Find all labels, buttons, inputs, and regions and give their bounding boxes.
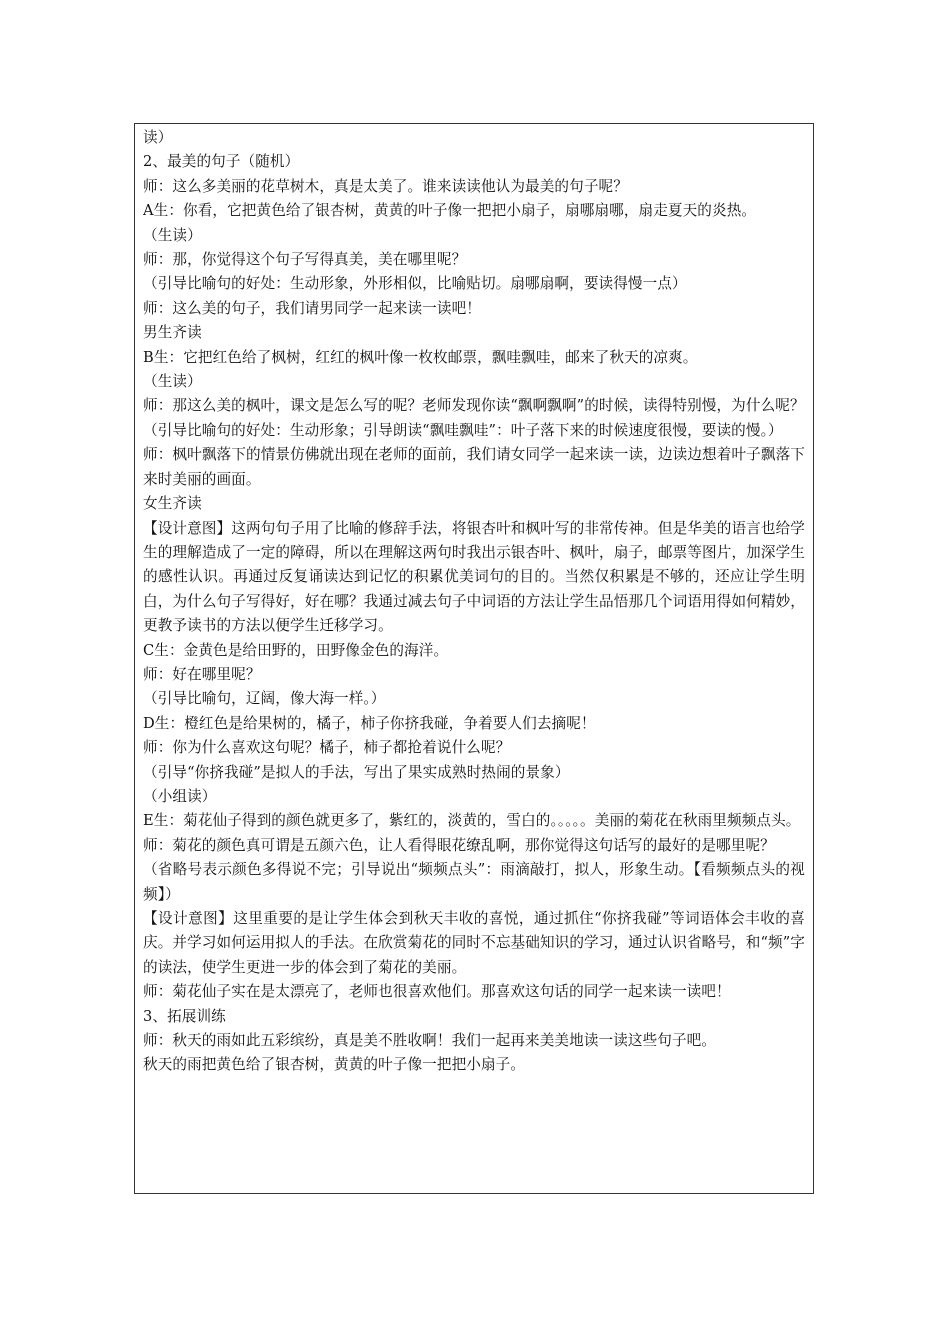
text-line: A生：你看，它把黄色给了银杏树，黄黄的叶子像一把把小扇子，扇哪扇哪，扇走夏天的炎热。 [143, 202, 757, 220]
text-paragraph: （省略号表示颜色多得说不完；引导说出“频频点头”：雨滴敲打，拟人，形象生动。【看频频点头的视频】） [143, 861, 805, 903]
text-line: 师：这么多美丽的花草树木，真是太美了。谁来读读他认为最美的句子呢？ [143, 177, 628, 195]
text-line: （生读） [143, 373, 202, 391]
design-intent-paragraph: 【设计意图】这两句句子用了比喻的修辞手法，将银杏叶和枫叶写的非常传神。但是华美的语言也给学生的理解造成了一定的障碍，所以在理解这两句时我出示银杏叶、枫叶，扇子，邮票等图片，加深学生的感性认识。再通过反复诵读达到记忆的积累优美词句的目的。当然仅积累是不够的，还应让学生明白，为什么句子写得好，好在哪？我通过减去句子中词语的方法让学生品悟那几个词语用得如何精妙，更教予读书的方法以便学生迁移学习。 [143, 519, 805, 635]
lesson-plan-table-cell [134, 123, 814, 1194]
text-paragraph: 师：菊花的颜色真可谓是五颜六色，让人看得眼花缭乱啊，那你觉得这句话写的最好的是哪里呢？ [143, 836, 775, 854]
text-paragraph: （引导比喻句的好处：生动形象；引导朗读“飘哇飘哇”：叶子落下来的时候速度很慢，要读的慢。） [143, 421, 783, 439]
text-paragraph: E生：菊花仙子得到的颜色就更多了，紫红的，淡黄的，雪白的。。。。。美丽的菊花在秋雨里频频点头。 [143, 812, 801, 830]
text-line: C生：金黄色是给田野的，田野像金色的海洋。 [143, 641, 449, 659]
text-line: （引导“你挤我碰”是拟人的手法，写出了果实成熟时热闹的景象） [143, 763, 570, 781]
text-line: B生：它把红色给了枫树，红红的枫叶像一枚枚邮票，飘哇飘哇，邮来了秋天的凉爽。 [143, 348, 698, 366]
design-intent-paragraph: 【设计意图】这里重要的是让学生体会到秋天丰收的喜悦，通过抓住“你挤我碰”等词语体会丰收的喜庆。并学习如何运用拟人的手法。在欣赏菊花的同时不忘基础知识的学习，通过认识省略号，和“频”字的读法，使学生更进一步的体会到了菊花的美丽。 [143, 910, 805, 976]
text-line: 师：这么美的句子，我们请男同学一起来读一读吧！ [143, 299, 481, 317]
text-line: 师：那，你觉得这个句子写得真美，美在哪里呢？ [143, 251, 467, 269]
text-line: 师：秋天的雨如此五彩缤纷，真是美不胜收啊！我们一起再来美美地读一读这些句子吧。 [143, 1032, 717, 1050]
section-heading: 3、拓展训练 [143, 1007, 226, 1025]
text-line: 师：你为什么喜欢这句呢？橘子，柿子都抢着说什么呢？ [143, 739, 511, 757]
text-line: 女生齐读 [143, 495, 202, 513]
text-line: （引导比喻句，辽阔，像大海一样。） [143, 690, 386, 708]
text-line: 师：菊花仙子实在是太漂亮了，老师也很喜欢他们。那喜欢这句话的同学一起来读一读吧！ [143, 983, 731, 1001]
text-line: （小组读） [143, 787, 217, 805]
text-line: 师：好在哪里呢？ [143, 665, 261, 683]
text-line: D生：橙红色是给果树的，橘子，柿子你挤我碰，争着要人们去摘呢！ [143, 714, 596, 732]
text-line: 读） [143, 129, 173, 146]
text-line: 秋天的雨把黄色给了银杏树，黄黄的叶子像一把把小扇子。 [143, 1056, 526, 1074]
text-line: 男生齐读 [143, 324, 202, 342]
section-heading: 2、最美的句子（随机） [143, 153, 300, 171]
text-line: （生读） [143, 226, 202, 244]
text-paragraph: 师：枫叶飘落下的情景仿佛就出现在老师的面前，我们请女同学一起来读一读，边读边想着叶子飘落下来时美丽的画面。 [143, 446, 805, 488]
text-paragraph: 师：那这么美的枫叶，课文是怎么写的呢？老师发现你读“飘啊飘啊”的时候，读得特别慢，为什么呢？ [143, 397, 805, 415]
text-line: （引导比喻句的好处：生动形象，外形相似，比喻贴切。扇哪扇啊，要读得慢一点） [143, 275, 687, 293]
